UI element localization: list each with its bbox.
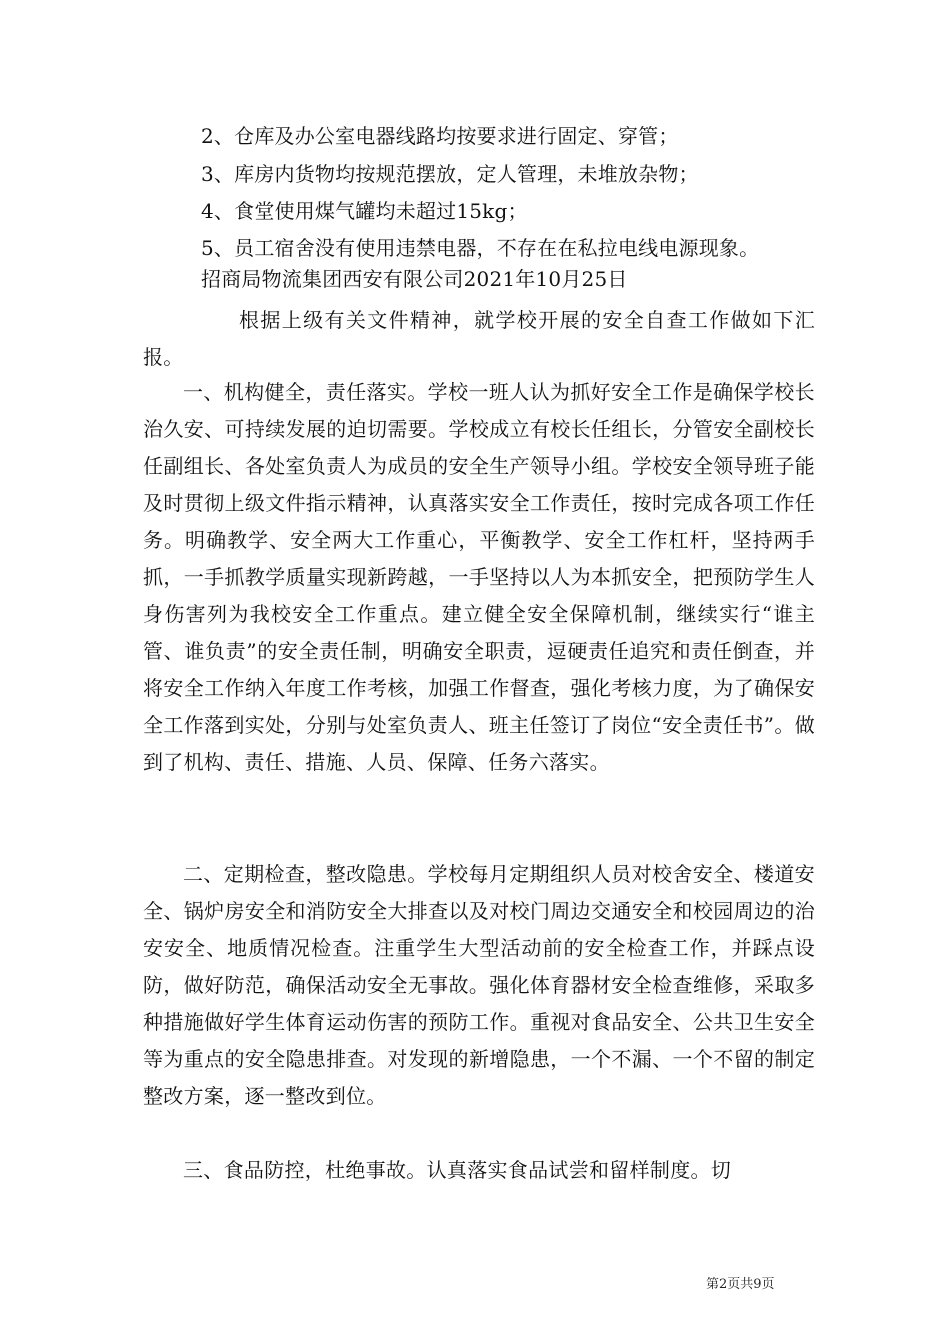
page-number: 第2页共9页 — [706, 1277, 775, 1292]
section-paragraph-2: 二、定期检查，整改隐患。学校每月定期组织人员对校舍安全、楼道安全、锅炉房安全和消防安全大排查以及对校门周边交通安全和校园周边的治安安全、地质情况检查。注重学生大型活动前的安全检查工作，并踩点设防，做好防范，确保活动安全无事故。强化体育器材安全检查维修，采取多种措施做好学生体育运动伤害的预防工作。重视对食品安全、公共卫生安全等为重点的安全隐患排查。对发现的新增隐患，一个不漏、一个不留的制定整改方案，逐一整改到位。 — [143, 862, 815, 1108]
list-item: 5、员工宿舍没有使用违禁电器，不存在在私拉电线电源现象。 — [201, 236, 760, 260]
list-item: 2、仓库及办公室电器线路均按要求进行固定、穿管； — [201, 124, 679, 148]
list-item: 3、库房内货物均按规范摆放，定人管理，未堆放杂物； — [201, 162, 699, 186]
intro-paragraph: 根据上级有关文件精神，就学校开展的安全自查工作做如下汇报。 — [143, 308, 815, 369]
section-paragraph-3: 三、食品防控，杜绝事故。认真落实食品试尝和留样制度。切 — [183, 1158, 732, 1182]
section-paragraph-1: 一、机构健全，责任落实。学校一班人认为抓好安全工作是确保学校长治久安、可持续发展的迫切需要。学校成立有校长任组长，分管安全副校长任副组长、各处室负责人为成员的安全生产领导小组。学校安全领导班子能及时贯彻上级文件指示精神，认真落实安全工作责任，按时完成各项工作任务。明确教学、安全两大工作重心，平衡教学、安全工作杠杆，坚持两手抓，一手抓教学质量实现新跨越，一手坚持以人为本抓安全，把预防学生人身伤害列为我校安全工作重点。建立健全安全保障机制，继续实行“谁主管、谁负责”的安全责任制，明确安全职责，逗硬责任追究和责任倒查，并将安全工作纳入年度工作考核，加强工作督查，强化考核力度，为了确保安全工作落到实处，分别与处室负责人、班主任签订了岗位“安全责任书”。做到了机构、责任、措施、人员、保障、任务六落实。 — [143, 380, 815, 774]
signature-line: 招商局物流集团西安有限公司2021年10月25日 — [201, 267, 628, 291]
list-item: 4、食堂使用煤气罐均未超过15kg； — [201, 199, 528, 223]
